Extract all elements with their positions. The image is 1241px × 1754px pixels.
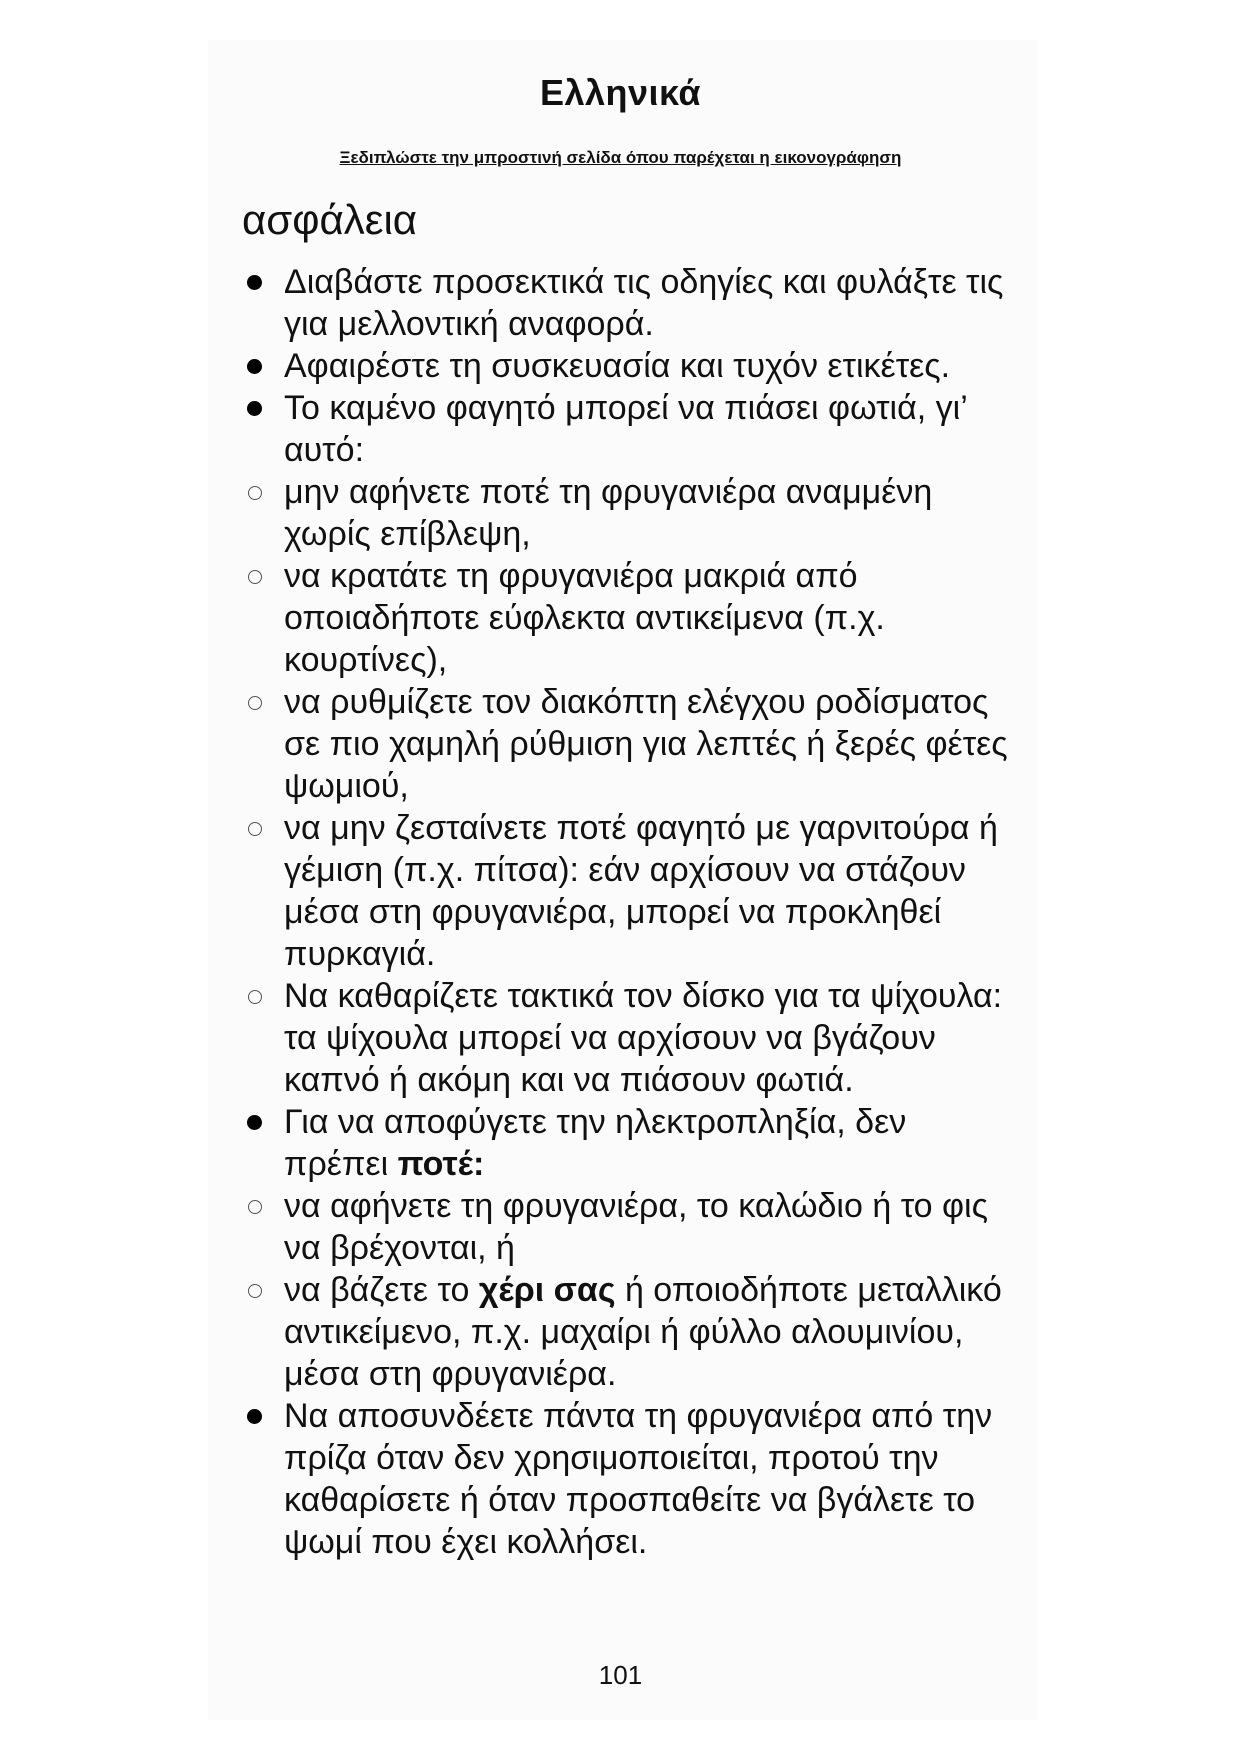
bullet-filled-icon bbox=[247, 401, 262, 416]
page-subtitle: Ξεδιπλώστε την μπροστινή σελίδα όπου παρέχεται η εικονογράφηση bbox=[339, 148, 902, 167]
bullet-hollow-icon bbox=[248, 1200, 262, 1214]
list-item-text: Να αποσυνδέετε πάντα τη φρυγανιέρα από την πρίζα όταν δεν χρησιμοποιείται, προτού την καθαρίσετε ή όταν προσπαθείτε να βγάλετε το ψωμί που έχει κολλήσει. bbox=[284, 1397, 993, 1561]
list-item bbox=[242, 387, 1012, 471]
list-item-emphasis: χέρι σας bbox=[478, 1271, 616, 1309]
bullet-hollow-icon bbox=[248, 990, 262, 1004]
bullet-hollow-icon bbox=[248, 696, 262, 710]
list-item bbox=[242, 471, 1012, 555]
list-item-text: Διαβάστε προσεκτικά τις οδηγίες και φυλάξτε τις για μελλοντική αναφορά. bbox=[284, 263, 1004, 343]
list-item-text: Το καμένο φαγητό μπορεί να πιάσει φωτιά, γι’ αυτό: bbox=[284, 389, 967, 469]
safety-list bbox=[242, 261, 1012, 1563]
list-item-text: Για να αποφύγετε την ηλεκτροπληξία, δεν πρέπει bbox=[284, 1103, 907, 1183]
list-item-text: να αφήνετε τη φρυγανιέρα, το καλώδιο ή το φις να βρέχονται, ή bbox=[284, 1187, 988, 1267]
list-item-emphasis: ποτέ: bbox=[397, 1145, 485, 1183]
bullet-filled-icon bbox=[247, 359, 262, 374]
list-item-text: να μην ζεσταίνετε ποτέ φαγητό με γαρνιτούρα ή γέμιση (π.χ. πίτσα): εάν αρχίσουν να στάζουν μέσα στη φρυγανιέρα, μπορεί να προκληθεί πυρκαγιά. bbox=[284, 809, 998, 973]
bullet-hollow-icon bbox=[248, 1284, 262, 1298]
list-item bbox=[242, 975, 1012, 1101]
list-item-text: να κρατάτε τη φρυγανιέρα μακριά από οποιαδήποτε εύφλεκτα αντικείμενα (π.χ. κουρτίνες), bbox=[284, 557, 885, 679]
list-item bbox=[242, 1185, 1012, 1269]
list-item-text: να βάζετε το bbox=[284, 1271, 479, 1309]
list-item-text-after: ή οποιοδήποτε μεταλλικό αντικείμενο, π.χ. μαχαίρι ή φύλλο αλουμινίου, μέσα στη φρυγανιέρα. bbox=[284, 1271, 1002, 1393]
list-item bbox=[242, 1269, 1012, 1395]
list-item bbox=[242, 1101, 1012, 1185]
list-item bbox=[242, 261, 1012, 345]
list-item bbox=[242, 555, 1012, 681]
section-title: ασφάλεια bbox=[242, 196, 418, 243]
list-item-text: να ρυθμίζετε τον διακόπτη ελέγχου ροδίσματος σε πιο χαμηλή ρύθμιση για λεπτές ή ξερές φέτες ψωμιού, bbox=[284, 683, 1008, 805]
list-item-text: Να καθαρίζετε τακτικά τον δίσκο για τα ψίχουλα: τα ψίχουλα μπορεί να αρχίσουν να βγάζουν καπνό ή ακόμη και να πιάσουν φωτιά. bbox=[284, 977, 1003, 1099]
list-item bbox=[242, 1395, 1012, 1563]
page-number: 101 bbox=[598, 1660, 643, 1690]
bullet-hollow-icon bbox=[248, 570, 262, 584]
bullet-filled-icon bbox=[247, 1115, 262, 1130]
page-title: Ελληνικά bbox=[539, 72, 702, 113]
list-item bbox=[242, 345, 1012, 387]
list-item bbox=[242, 807, 1012, 975]
list-item bbox=[242, 681, 1012, 807]
list-item-text: μην αφήνετε ποτέ τη φρυγανιέρα αναμμένη χωρίς επίβλεψη, bbox=[284, 473, 933, 553]
bullet-filled-icon bbox=[247, 275, 262, 290]
list-item-text: Αφαιρέστε τη συσκευασία και τυχόν ετικέτες. bbox=[284, 347, 951, 385]
bullet-hollow-icon bbox=[248, 822, 262, 836]
bullet-filled-icon bbox=[247, 1409, 262, 1424]
bullet-hollow-icon bbox=[248, 486, 262, 500]
